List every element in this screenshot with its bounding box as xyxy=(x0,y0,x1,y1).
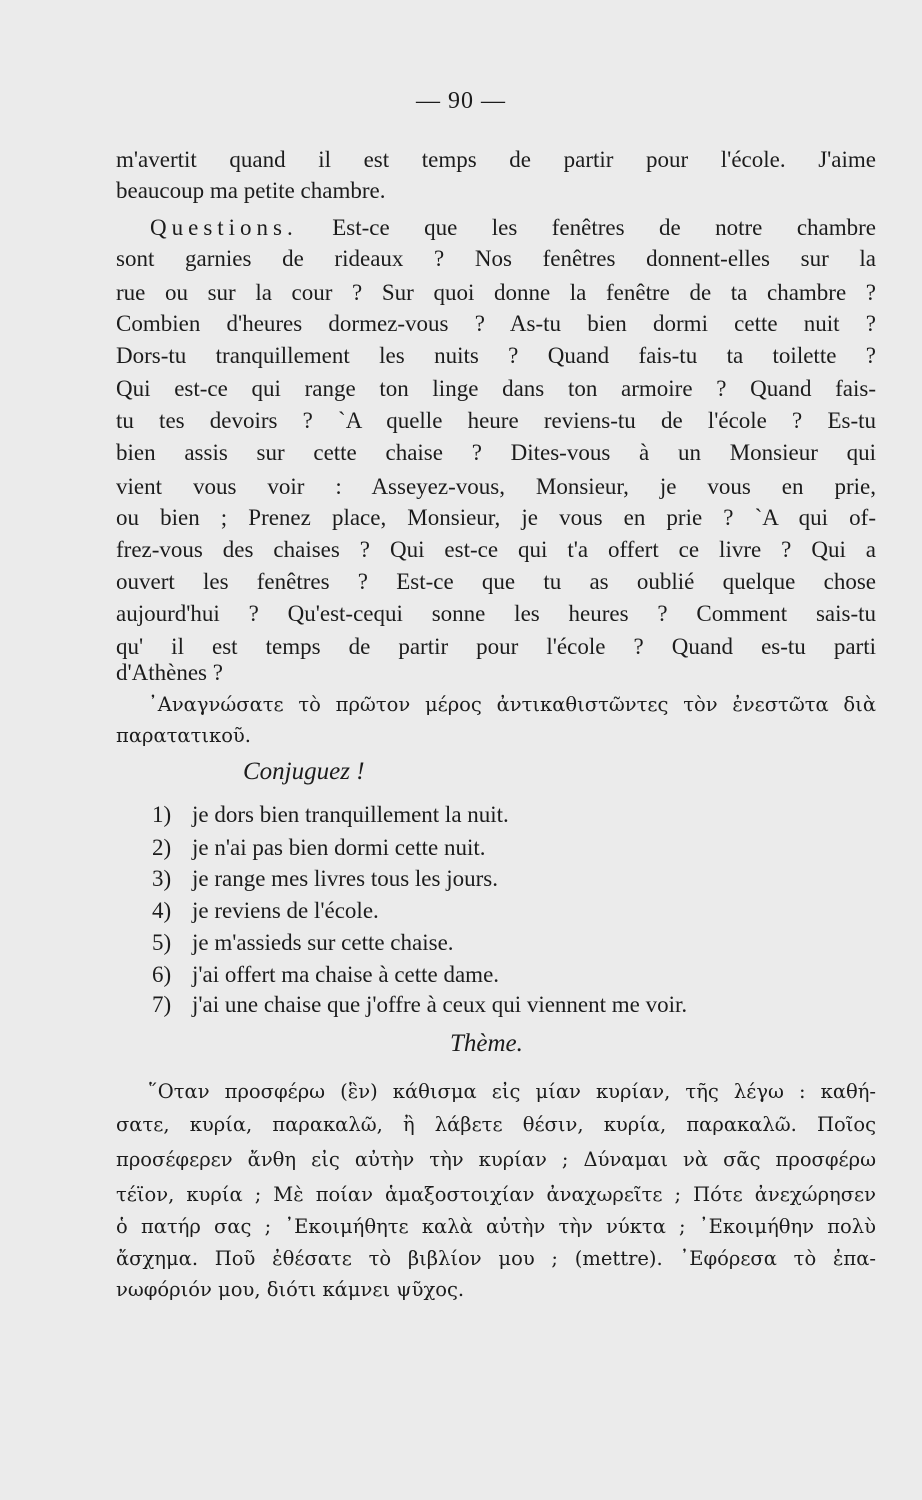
questions-line-7: tu tes devoirs ? `A quelle heure reviens-tu de l'école ? Es-tu xyxy=(116,408,876,433)
questions-first-line xyxy=(150,213,876,243)
questions-label: Questions. xyxy=(150,215,298,240)
conjugation-item xyxy=(152,990,687,1020)
questions-line-5: Dors-tu tranquillement les nuits ? Quand fais-tu ta toilette ? xyxy=(116,343,876,368)
conjugation-number: 2) xyxy=(152,835,172,860)
prose-line-1: m'avertit quand il est temps de partir pour l'école. J'aime xyxy=(116,147,876,172)
conjugation-item xyxy=(152,928,454,958)
questions-line-14: qu' il est temps de partir pour l'école ? Quand es-tu parti xyxy=(116,634,876,659)
conjugation-text: j'ai une chaise que j'offre à ceux qui viennent me voir. xyxy=(192,992,688,1017)
questions-line-13: aujourd'hui ? Qu'est-cequi sonne les heures ? Comment sais-tu xyxy=(116,601,876,626)
conjugation-item xyxy=(152,800,509,830)
conjugation-text: j'ai offert ma chaise à cette dame. xyxy=(192,962,500,987)
conjugation-text: je range mes livres tous les jours. xyxy=(192,866,498,891)
conjugation-number: 1) xyxy=(152,802,172,827)
prose-line-2: beaucoup ma petite chambre. xyxy=(116,178,386,203)
conjugation-text: je m'assieds sur cette chaise. xyxy=(192,930,454,955)
conjuguez-heading: Conjuguez ! xyxy=(243,758,365,785)
conjugation-number: 3) xyxy=(152,866,172,891)
questions-line-4: Combien d'heures dormez-vous ? As-tu bien dormi cette nuit ? xyxy=(116,311,876,336)
conjugation-number: 7) xyxy=(152,992,172,1017)
questions-line-3: rue ou sur la cour ? Sur quoi donne la fenêtre de ta chambre ? xyxy=(116,280,876,305)
greek-instruction-line-1: ᾽Αναγνώσατε τὸ πρῶτον μέρος ἀντικαθιστῶντες τὸν ἐνεστῶτα διὰ xyxy=(148,693,876,716)
conjugation-number: 5) xyxy=(152,930,172,955)
questions-line-2: sont garnies de rideaux ? Nos fenêtres donnent-elles sur la xyxy=(116,246,876,271)
conjugation-item xyxy=(152,960,499,990)
theme-heading: Thème. xyxy=(450,1030,523,1057)
conjugation-number: 6) xyxy=(152,962,172,987)
theme-line-7: νωφόριόν μου, διότι κάμνει ψῦχος. xyxy=(116,1278,465,1301)
questions-line-15: d'Athènes ? xyxy=(116,660,223,685)
theme-line-3: προσέφερεν ἄνθη εἰς αὐτὴν τὴν κυρίαν ; Δύναμαι νὰ σᾶς προσφέρω xyxy=(116,1148,876,1171)
conjugation-item xyxy=(152,864,498,894)
questions-line-10: ou bien ; Prenez place, Monsieur, je vous en prie ? `A qui of- xyxy=(116,505,876,530)
theme-line-6: ἄσχημα. Ποῦ ἐθέσατε τὸ βιβλίον μου ; (mettre). ᾽Εφόρεσα τὸ ἐπα- xyxy=(116,1247,876,1270)
theme-line-1: ῞Οταν προσφέρω (ἓν) κάθισμα εἰς μίαν κυρίαν, τῆς λέγω : καθή- xyxy=(148,1080,876,1103)
theme-line-2: σατε, κυρία, παρακαλῶ, ἢ λάβετε θέσιν, κυρία, παρακαλῶ. Ποῖος xyxy=(116,1113,876,1136)
conjugation-text: je dors bien tranquillement la nuit. xyxy=(192,802,509,827)
questions-line-1: Est-ce que les fenêtres de notre chambre xyxy=(332,215,877,240)
conjugation-number: 4) xyxy=(152,898,172,923)
theme-line-4: τέϊον, κυρία ; Μὲ ποίαν ἁμαξοστοιχίαν ἀναχωρεῖτε ; Πότε ἀνεχώρησεν xyxy=(116,1183,876,1206)
conjugation-item xyxy=(152,896,379,926)
greek-instruction-line-2: παρατατικοῦ. xyxy=(116,724,251,747)
conjugation-text: je reviens de l'école. xyxy=(192,898,379,923)
questions-line-8: bien assis sur cette chaise ? Dites-vous à un Monsieur qui xyxy=(116,440,876,465)
conjugation-text: je n'ai pas bien dormi cette nuit. xyxy=(192,835,486,860)
questions-line-12: ouvert les fenêtres ? Est-ce que tu as oublié quelque chose xyxy=(116,569,876,594)
theme-line-5: ὁ πατήρ σας ; ᾽Εκοιμήθητε καλὰ αὐτὴν τὴν νύκτα ; ᾽Εκοιμήθην πολὺ xyxy=(116,1215,876,1238)
page-number: — 90 — xyxy=(416,88,506,114)
conjugation-item xyxy=(152,833,485,863)
questions-line-11: frez-vous des chaises ? Qui est-ce qui t'a offert ce livre ? Qui a xyxy=(116,537,876,562)
questions-line-6: Qui est-ce qui range ton linge dans ton armoire ? Quand fais- xyxy=(116,376,876,401)
questions-line-9: vient vous voir : Asseyez-vous, Monsieur, je vous en prie, xyxy=(116,474,876,499)
